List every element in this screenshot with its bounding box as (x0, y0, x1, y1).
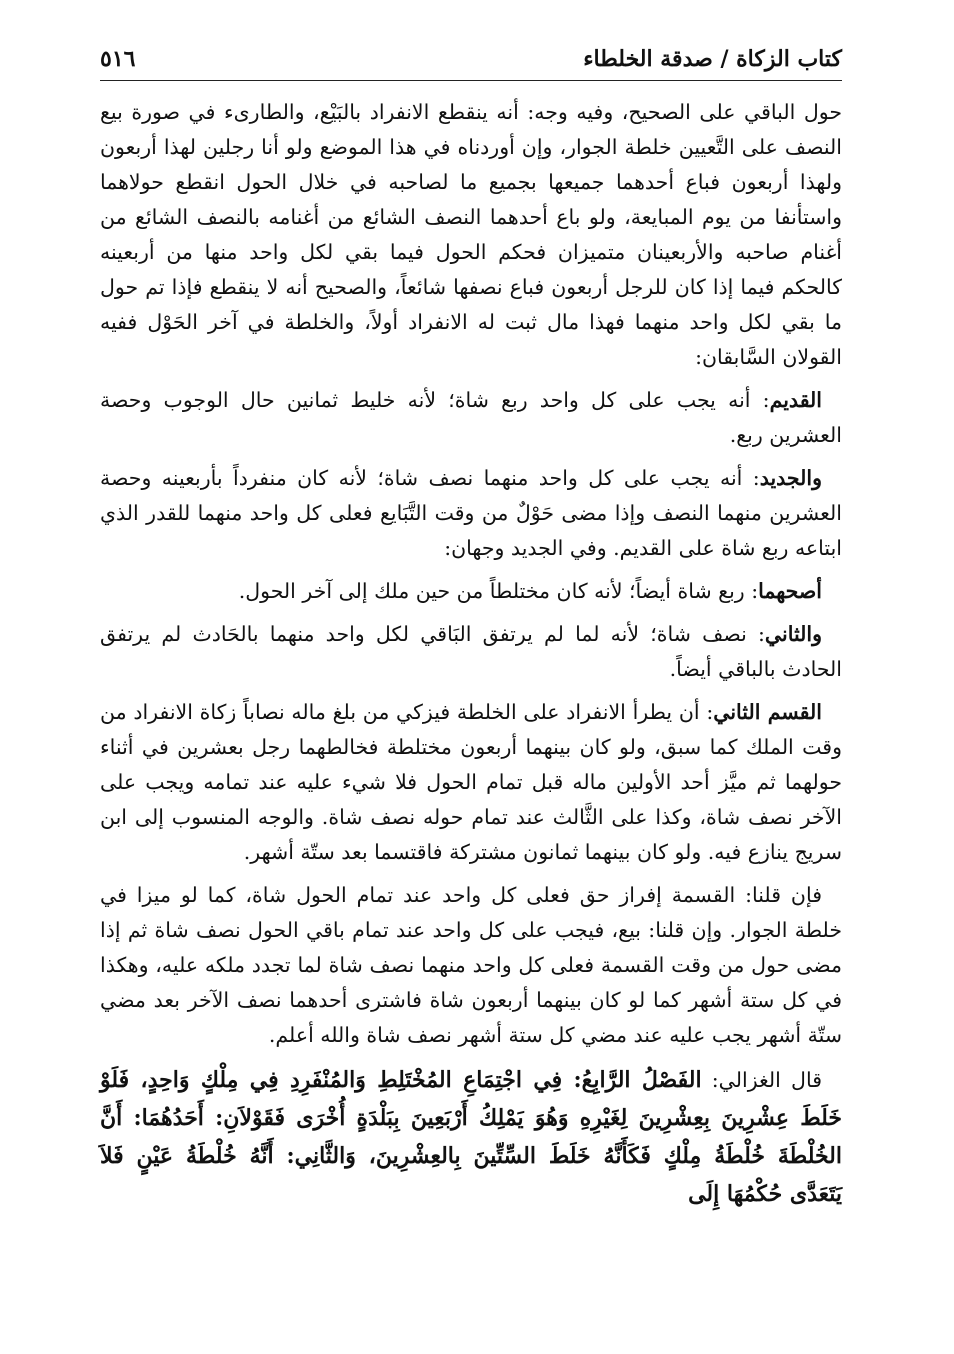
term-most-correct: أصحهما (758, 579, 822, 603)
term-second-section: القسم الثاني (713, 700, 822, 724)
paragraph-most-correct (100, 574, 842, 609)
second-section-text: : أن يطرأ الانفراد على الخلطة فيزكي من بلغ ماله نصاباً زكاة الانفراد من وقت الملك كما سبق، ولو كان بينهما أربعون مختلطة فخالطهما رجل بعشرين في أثناء حولهما ثم ميَّز أحد الأولين ماله قبل تمام الحول فلا شيء عليه عند تمامه ويجب على الآخر نصف شاة، وكذا على الثَّالث عند تمام حوله نصف شاة. والوجه المنسوب إلى ابن سريج ينازع فيه. ولو كان بينهما ثمانون مشتركة فاقتسما بعد ستّة أشهر. (100, 700, 842, 864)
second-view-text: : نصف شاة؛ لأنه لما لم يرتفق البَاقي لكل واحد منهما بالحَادث لم يرتفق الحادث بالباقي أيضاً. (100, 622, 842, 681)
running-title: كتاب الزكاة / صدقة الخلطاء (583, 46, 842, 72)
term-new-opinion: والجديد (759, 466, 822, 490)
book-page (100, 36, 842, 1326)
paragraph-old-opinion (100, 383, 842, 453)
body-text (100, 95, 842, 1213)
page-header (100, 36, 842, 81)
new-opinion-text: : أنه يجب على كل واحد منهما نصف شاة؛ لأنه كان منفرداً بأربعينه وحصة العشرين منهما النصف وإذا مضى حَوْلٌ من وقت التَّبَايع فعلى كل واحد منهما للقدر الذي ابتاعه ربع شاة على القديم. وفي الجديد وجهان: (100, 466, 842, 560)
most-correct-text: : ربع شاة أيضاً؛ لأنه كان مختلطاً من حين ملك إلى آخر الحول. (238, 579, 759, 603)
ghazali-text: الفَصْلُ الرَّابِعُ: فِي اجْتِمَاعِ المُخْتَلِطِ وَالمُنْفَرِدِ فِي مِلْكٍ وَاحِدٍ، فَلَوْ خَلَطَ عِشْرِينَ بِعِشْرِينَ لِغَيْرِهِ وَهُوَ يَمْلِكُ أَرْبَعِينَ بِبَلْدَةٍ أُخْرَى فَقَوْلاَنِ: أَحَدُهُمَا: أَنَّ الخُلْطَةَ خُلْطَةُ مِلْكٍ فَكَأَنَّهُ خَلَطَ السِّتِّينَ بِالعِشْرِينَ، وَالثَّانِي: أَنَّهُ خُلْطَةُ عَيْنٍ فَلاَ يَتَعَدَّى حُكْمُهَا إِلَى (100, 1067, 842, 1207)
ghazali-lead: قال الغزالي: (701, 1068, 822, 1092)
paragraph-1: حول الباقي على الصحيح، وفيه وجه: أنه ينقطع الانفراد بالبَيْع، والطارىء في صورة بيع النصف على التَّعيين خلطة الجوار، وإن أوردناه في هذا الموضع ولو أنا رجلين لهذا أربعون ولهذا أربعون فباع أحدهما جميعها بجميع ما لصاحبه في خلال الحول انقطع حولاهما واستأنفا من يوم المبايعة، ولو باع أحدهما النصف الشائع من أغنامه بالنصف الشائع من أغنام صاحبه والأربعينان متميزان فحكم الحول فيما بقي لكل واحد منها من أربعينه كالحكم فيما إذا كان للرجل أربعون فباع نصفها شائعاً، والصحيح أنه لا ينقطع فإذا تم حول ما بقي لكل واحد منهما فهذا مال ثبت له الانفراد أولاً، والخلطة في آخر الحَوْل ففيه القولان السَّابقان: (100, 100, 842, 369)
paragraph-division: فإن قلنا: القسمة إفراز حق فعلى كل واحد عند تمام الحول شاة، كما لو ميزا في خلطة الجوار. وإن قلنا: بيع، فيجب على كل واحد عند تمام باقي الحول نصف شاة ثم إذا مضى حول من وقت القسمة فعلى كل واحد منهما نصف شاة لما تجدد ملكه عليه، وهكذا في كل ستة أشهر كما لو كان بينهما أربعون شاة فاشترى أحدهما نصف الآخر بعد مضي ستّة أشهر يجب عليه عند مضي كل ستة أشهر نصف شاة والله أعلم. (100, 883, 842, 1047)
term-old-opinion: القديم (769, 388, 822, 412)
paragraph-new-opinion (100, 461, 842, 566)
paragraph-second-section (100, 695, 842, 870)
page-number: ٥١٦ (100, 46, 136, 72)
paragraph-second-view (100, 617, 842, 687)
old-opinion-text: : أنه يجب على كل واحد ربع شاة؛ لأنه خليط ثمانين حال الوجوب وحصة العشرين ربع. (100, 388, 842, 447)
term-second-view: والثاني (764, 622, 822, 646)
paragraph-ghazali (100, 1061, 842, 1213)
